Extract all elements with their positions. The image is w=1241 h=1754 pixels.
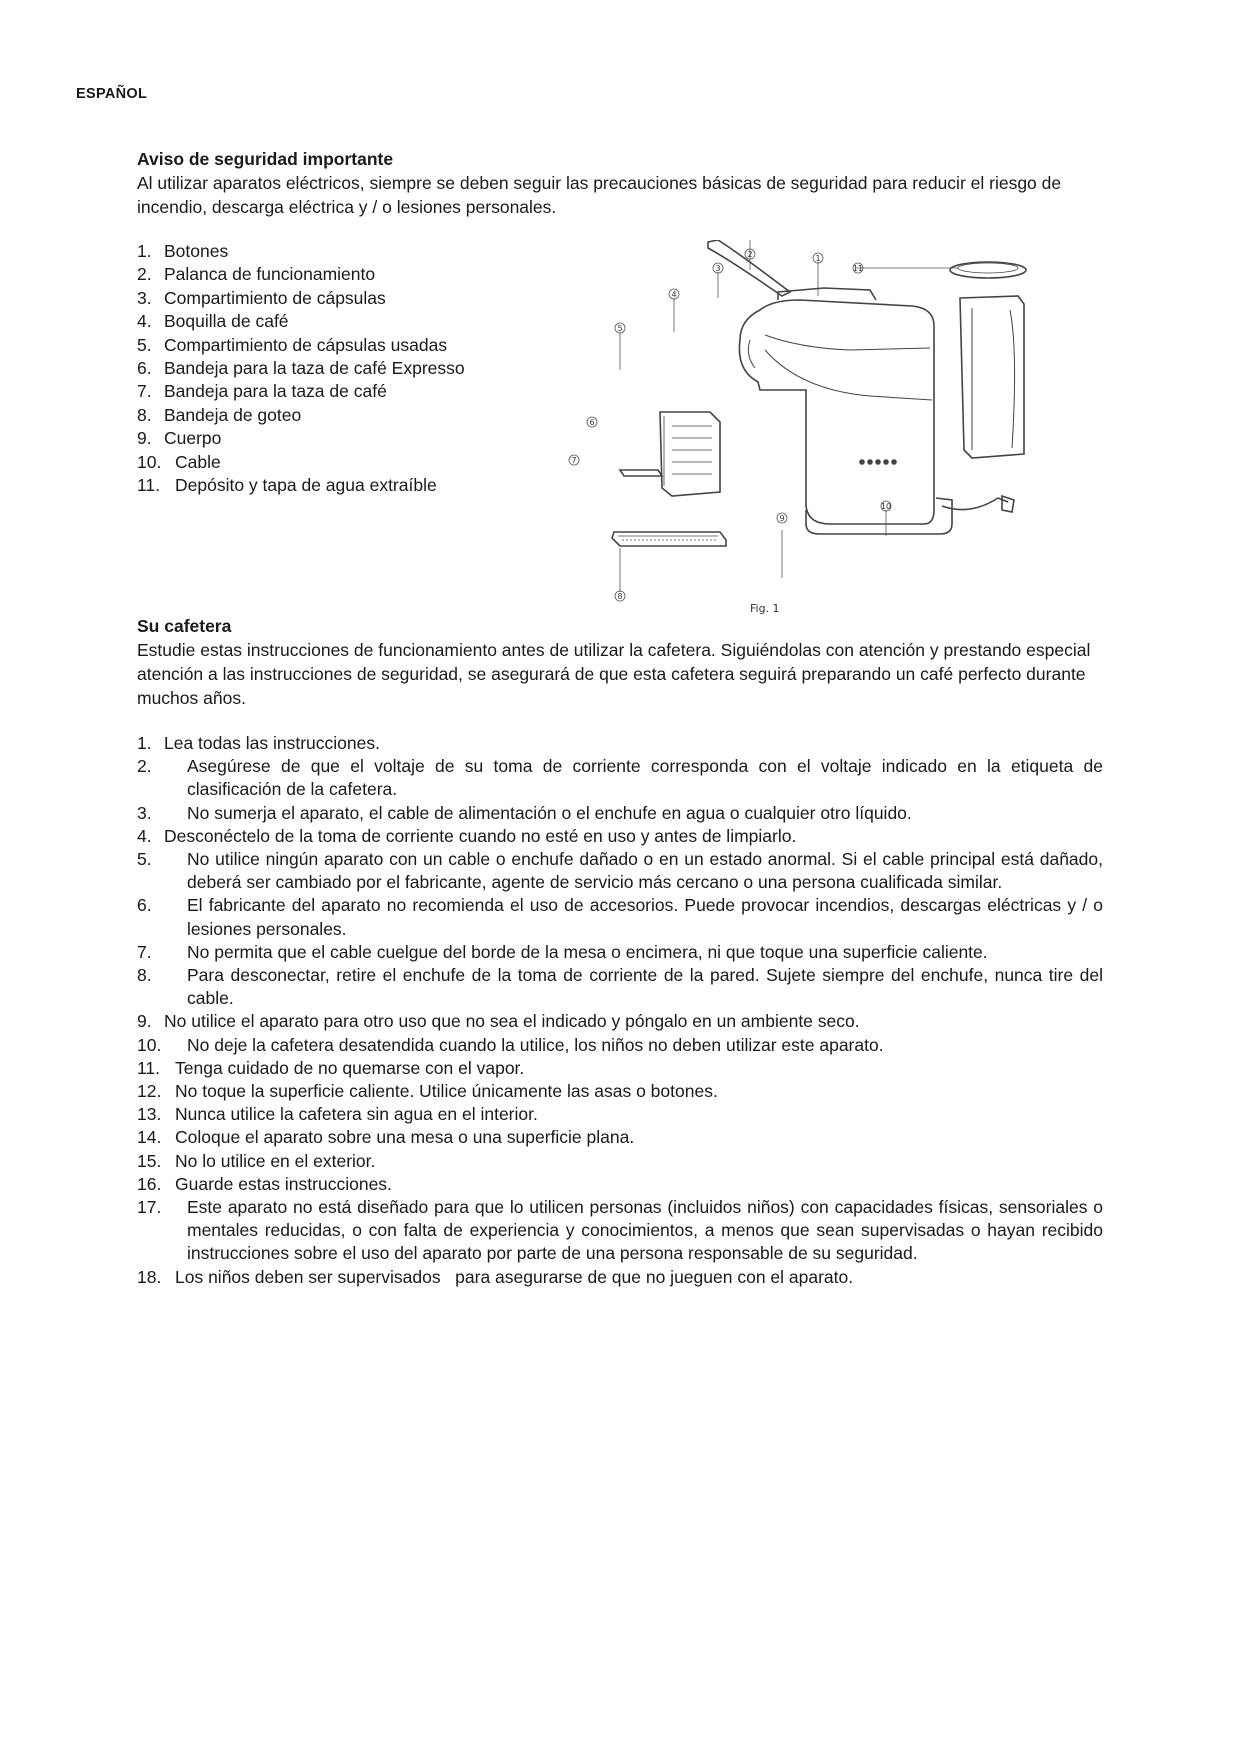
list-item: 9. Cuerpo bbox=[137, 428, 222, 449]
callout-11: 11 bbox=[852, 264, 864, 273]
callout-7: 7 bbox=[571, 456, 577, 465]
callout-9: 9 bbox=[779, 514, 785, 523]
list-item: 5. No utilice ningún aparato con un cable o enchufe dañado o en un estado anormal. Si el cable principal está dañado, deberá ser cambiado por el fabricante, agente de servicio más cercano o una persona cualificada similar. bbox=[137, 849, 1103, 893]
list-item: 13. Nunca utilice la cafetera sin agua en el interior. bbox=[137, 1104, 538, 1125]
coffee-machine-illustration bbox=[600, 240, 1060, 620]
callout-1: 1 bbox=[815, 254, 821, 263]
list-item: 1. Botones bbox=[137, 241, 229, 261]
list-item: 4. Boquilla de café bbox=[137, 311, 289, 332]
parts-list bbox=[137, 240, 465, 497]
list-item: 5. Compartimiento de cápsulas usadas bbox=[137, 334, 448, 355]
list-item: 18. Los niños deben ser supervisados para asegurarse de que no jueguen con el aparato. bbox=[137, 1266, 854, 1287]
list-item: 1. Lea todas las instrucciones. bbox=[137, 733, 380, 753]
list-item: 8. Bandeja de goteo bbox=[137, 404, 302, 425]
safety-text: Al utilizar aparatos eléctricos, siempre se deben seguir las precauciones básicas de seguridad para reducir el riesgo de incendio, descarga eléctrica y / o lesiones personales. bbox=[137, 173, 1062, 217]
top-callout bbox=[735, 244, 765, 264]
safety-title: Aviso de seguridad importante bbox=[137, 149, 394, 169]
list-item: 15. No lo utilice en el exterior. bbox=[137, 1150, 376, 1171]
list-item: 11. Depósito y tapa de agua extraíble bbox=[137, 475, 437, 496]
list-item: 12. No toque la superficie caliente. Utilice únicamente las asas o botones. bbox=[137, 1081, 718, 1102]
callout-2: 2 bbox=[747, 250, 753, 259]
left-callouts bbox=[560, 240, 623, 490]
list-item: 17. Este aparato no está diseñado para que lo utilicen personas (incluidos niños) con capacidades físicas, sensoriales o mentales reducidas, o con falta de experiencia y conocimientos, a menos que sean supervisadas o hayan recibido instrucciones sobre el uso del aparato por parte de una persona responsable de su seguridad. bbox=[137, 1197, 1103, 1264]
list-item: 10. No deje la cafetera desatendida cuando la utilice, los niños no deben utilizar este aparato. bbox=[137, 1034, 884, 1055]
list-item: 9. No utilice el aparato para otro uso que no sea el indicado y póngalo en un ambiente seco. bbox=[137, 1011, 860, 1032]
drip-tray-shape bbox=[612, 532, 726, 546]
list-item: 2. Asegúrese de que el voltaje de su toma de corriente corresponda con el voltaje indicado en la etiqueta de clasificación de la cafetera. bbox=[137, 756, 1103, 800]
espresso-tray-shape bbox=[620, 470, 662, 476]
list-item: 6. El fabricante del aparato no recomienda el uso de accesorios. Puede provocar incendios, descargas eléctricas y / o lesiones personales. bbox=[137, 895, 1103, 939]
safety-notice bbox=[137, 148, 1127, 219]
cafetera-section bbox=[137, 615, 1127, 710]
list-item: 7. No permita que el cable cuelgue del borde de la mesa o encimera, ni que toque una superficie caliente. bbox=[137, 941, 988, 962]
list-item: 3. No sumerja el aparato, el cable de alimentación o el enchufe en agua o cualquier otro líquido. bbox=[137, 802, 912, 823]
callout-5: 5 bbox=[617, 324, 623, 333]
cafetera-text: Estudie estas instrucciones de funcionamiento antes de utilizar la cafetera. Siguiéndolas con atención y prestando especial atención a las instrucciones de seguridad, se asegurará de que esta cafetera seguirá preparando un café perfecto durante muchos años. bbox=[137, 640, 1091, 708]
language-label: ESPAÑOL bbox=[76, 86, 148, 102]
callout-3: 3 bbox=[715, 264, 721, 273]
callout-10: 10 bbox=[880, 502, 892, 511]
machine-body-shape bbox=[739, 300, 934, 524]
capsule-container-shape bbox=[660, 412, 720, 496]
list-item: 6. Bandeja para la taza de café Expresso bbox=[137, 358, 465, 379]
list-item: 8. Para desconectar, retire el enchufe de la toma de corriente de la pared. Sujete siempre del enchufe, nunca tire del cable. bbox=[137, 965, 1103, 1009]
list-item: 10. Cable bbox=[137, 451, 221, 472]
callout-4: 4 bbox=[671, 290, 677, 299]
list-item: 14. Coloque el aparato sobre una mesa o una superficie plana. bbox=[137, 1127, 635, 1148]
list-item: 3. Compartimiento de cápsulas bbox=[137, 287, 386, 308]
callout-8: 8 bbox=[617, 592, 623, 601]
coffee-machine-diagram bbox=[600, 240, 1060, 620]
cafetera-title: Su cafetera bbox=[137, 616, 232, 636]
figure-caption: Fig. 1 bbox=[750, 602, 780, 615]
list-item: 2. Palanca de funcionamiento bbox=[137, 264, 376, 285]
list-item: 7. Bandeja para la taza de café bbox=[137, 381, 387, 402]
list-item: 16. Guarde estas instrucciones. bbox=[137, 1173, 392, 1194]
list-item: 11. Tenga cuidado de no quemarse con el vapor. bbox=[137, 1057, 525, 1078]
safety-rules-list bbox=[137, 732, 1103, 1289]
list-item: 4. Desconéctelo de la toma de corriente cuando no esté en uso y antes de limpiarlo. bbox=[137, 825, 797, 846]
callout-6: 6 bbox=[589, 418, 595, 427]
